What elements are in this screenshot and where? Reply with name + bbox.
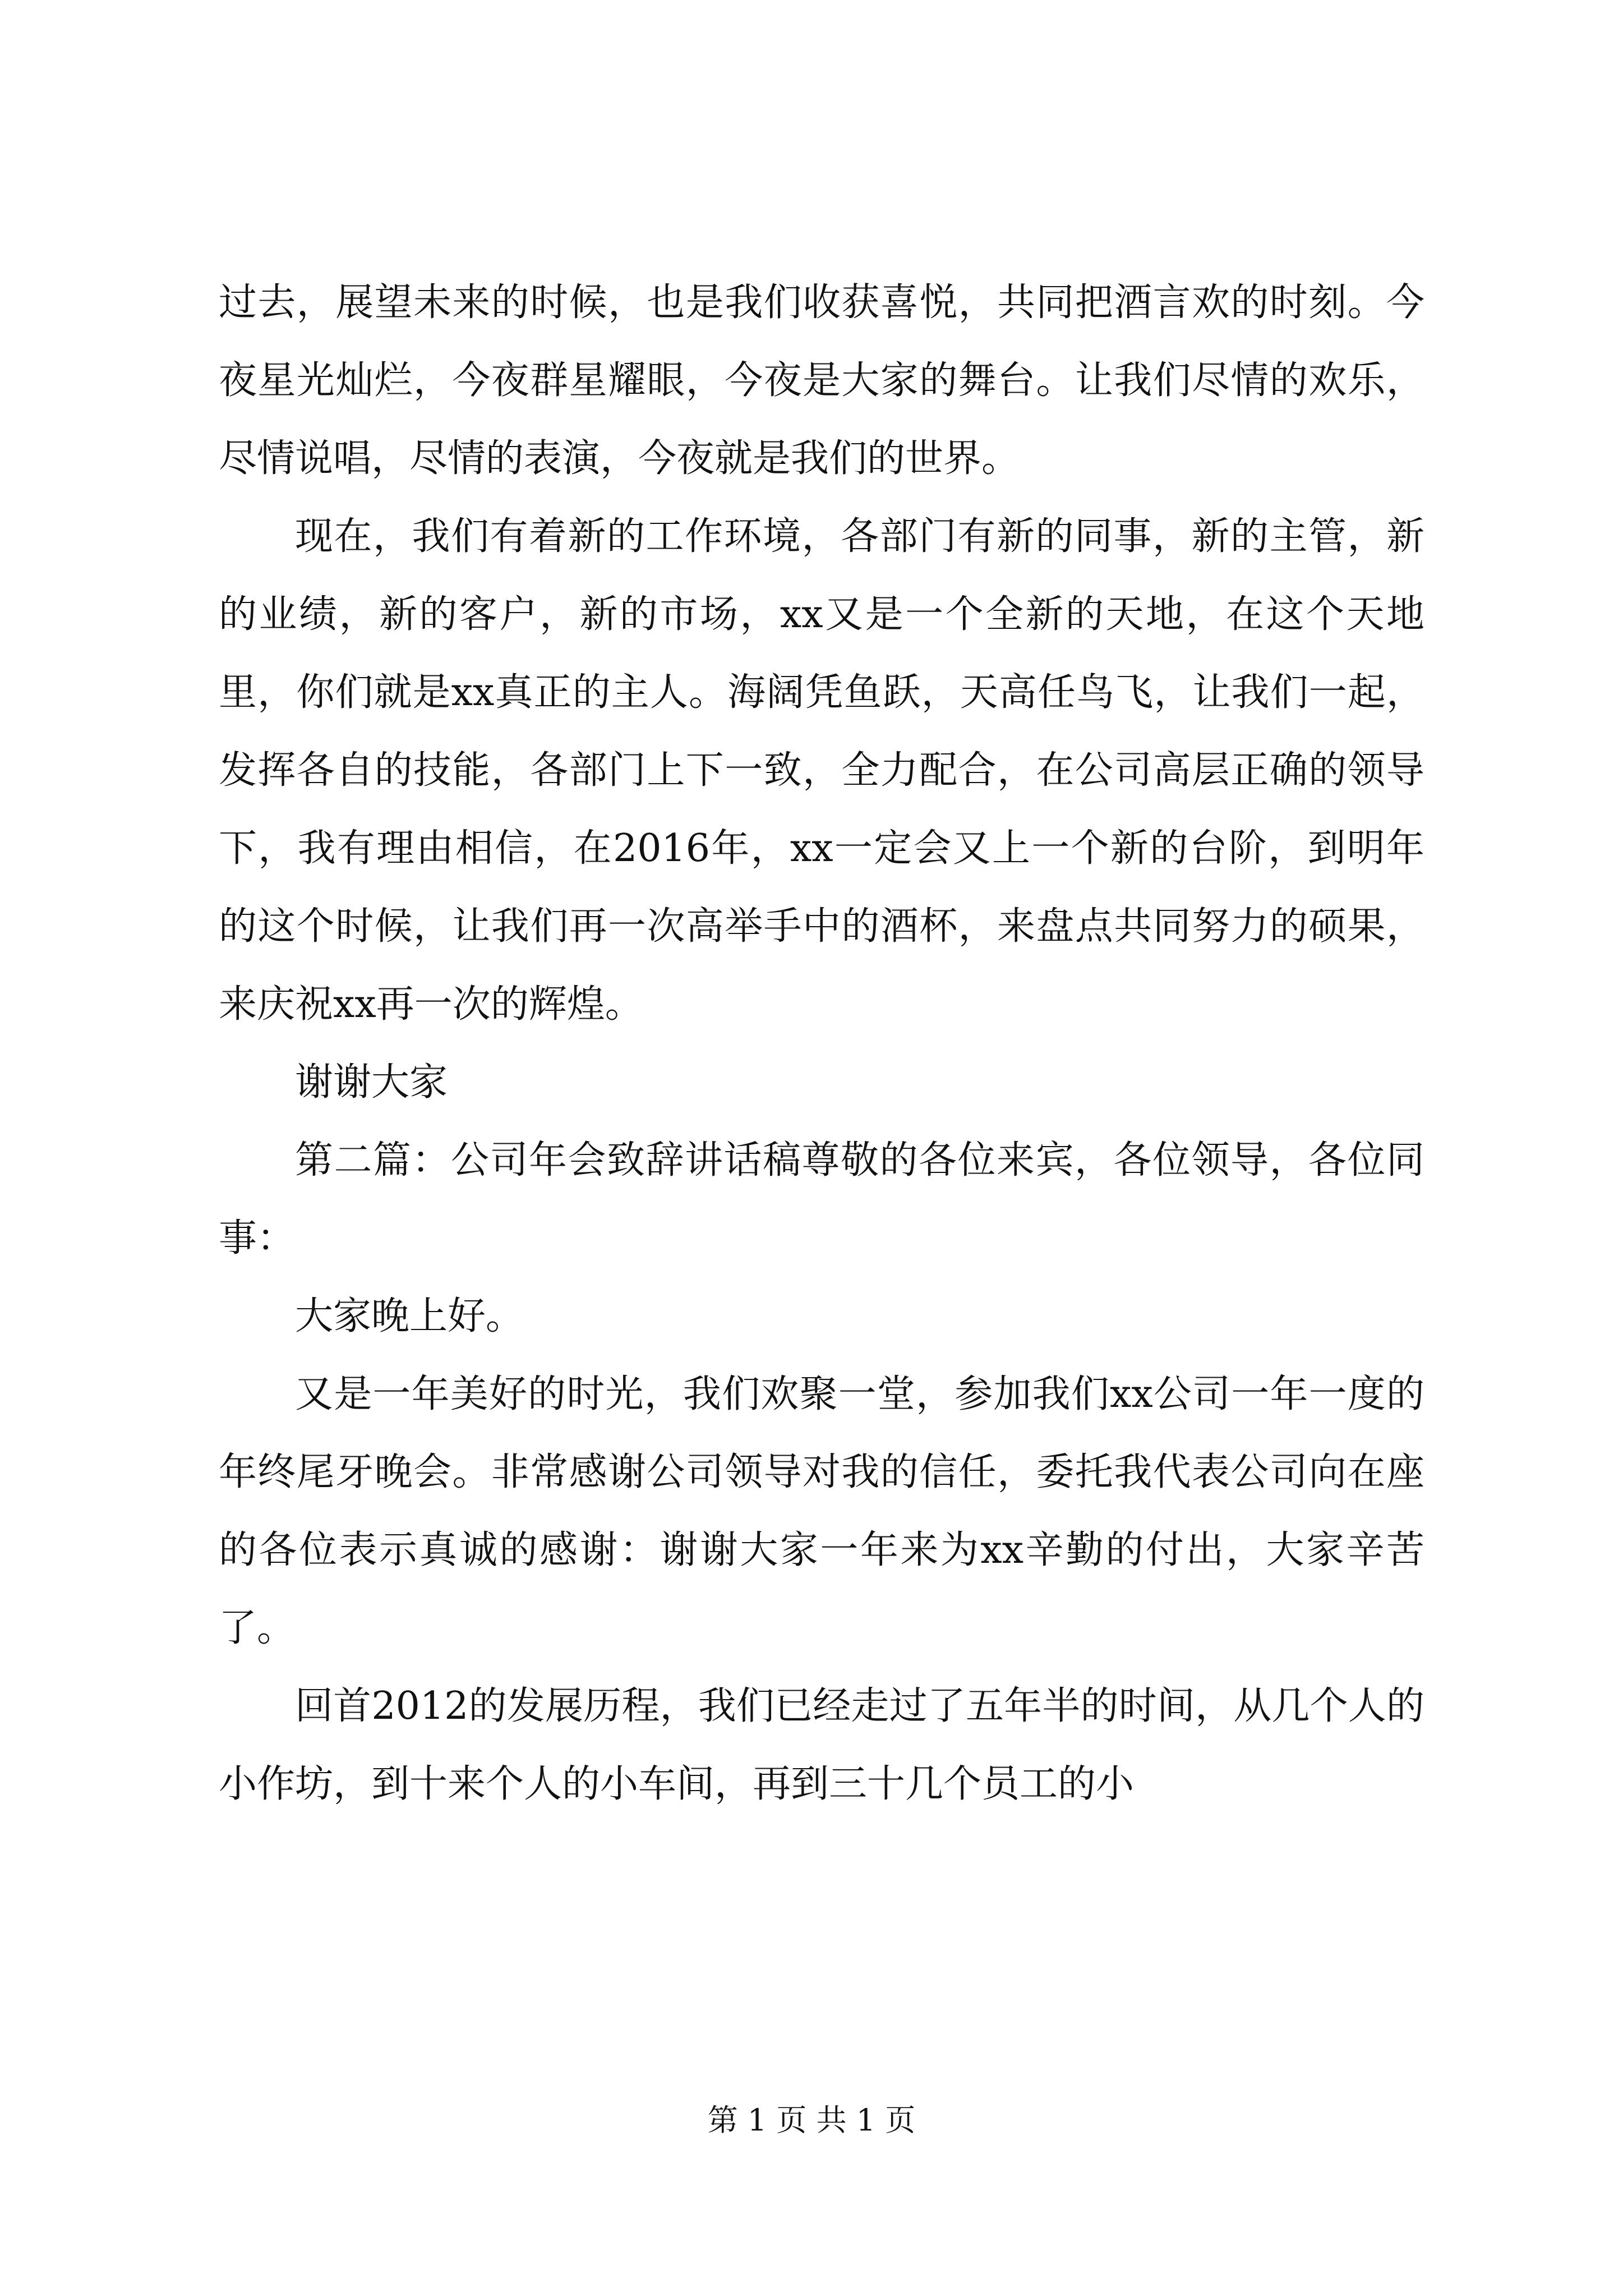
page-footer: 第 1 页 共 1 页 xyxy=(707,2102,916,2138)
paragraph-7: 回首2012的发展历程，我们已经走过了五年半的时间，从几个人的小作坊，到十来个人的小车间，再到三十几个员工的小 xyxy=(219,1684,1424,1806)
document-body xyxy=(219,264,1424,1823)
paragraph-2: 现在，我们有着新的工作环境，各部门有新的同事，新的主管，新的业绩，新的客户，新的市场，xx又是一个全新的天地，在这个天地里，你们就是xx真正的主人。海阔凭鱼跃，天高任鸟飞，让我们一起，发挥各自的技能，各部门上下一致，全力配合，在公司高层正确的领导下，我有理由相信，在2016年，xx一定会又上一个新的台阶，到明年的这个时候，让我们再一次高举手中的酒杯，来盘点共同努力的硕果，来庆祝xx再一次的辉煌。 xyxy=(219,514,1424,1027)
paragraph-6: 又是一年美好的时光，我们欢聚一堂，参加我们xx公司一年一度的年终尾牙晚会。非常感谢公司领导对我的信任，委托我代表公司向在座的各位表示真诚的感谢：谢谢大家一年来为xx辛勤的付出，大家辛苦了。 xyxy=(219,1372,1424,1650)
paragraph-4: 第二篇：公司年会致辞讲话稿尊敬的各位来宾，各位领导，各位同事： xyxy=(219,1138,1424,1260)
paragraph-1: 过去，展望未来的时候，也是我们收获喜悦，共同把酒言欢的时刻。今夜星光灿烂，今夜群星耀眼，今夜是大家的舞台。让我们尽情的欢乐，尽情说唱，尽情的表演，今夜就是我们的世界。 xyxy=(219,280,1424,481)
paragraph-3: 谢谢大家 xyxy=(295,1060,448,1105)
paragraph-5: 大家晚上好。 xyxy=(295,1294,524,1338)
